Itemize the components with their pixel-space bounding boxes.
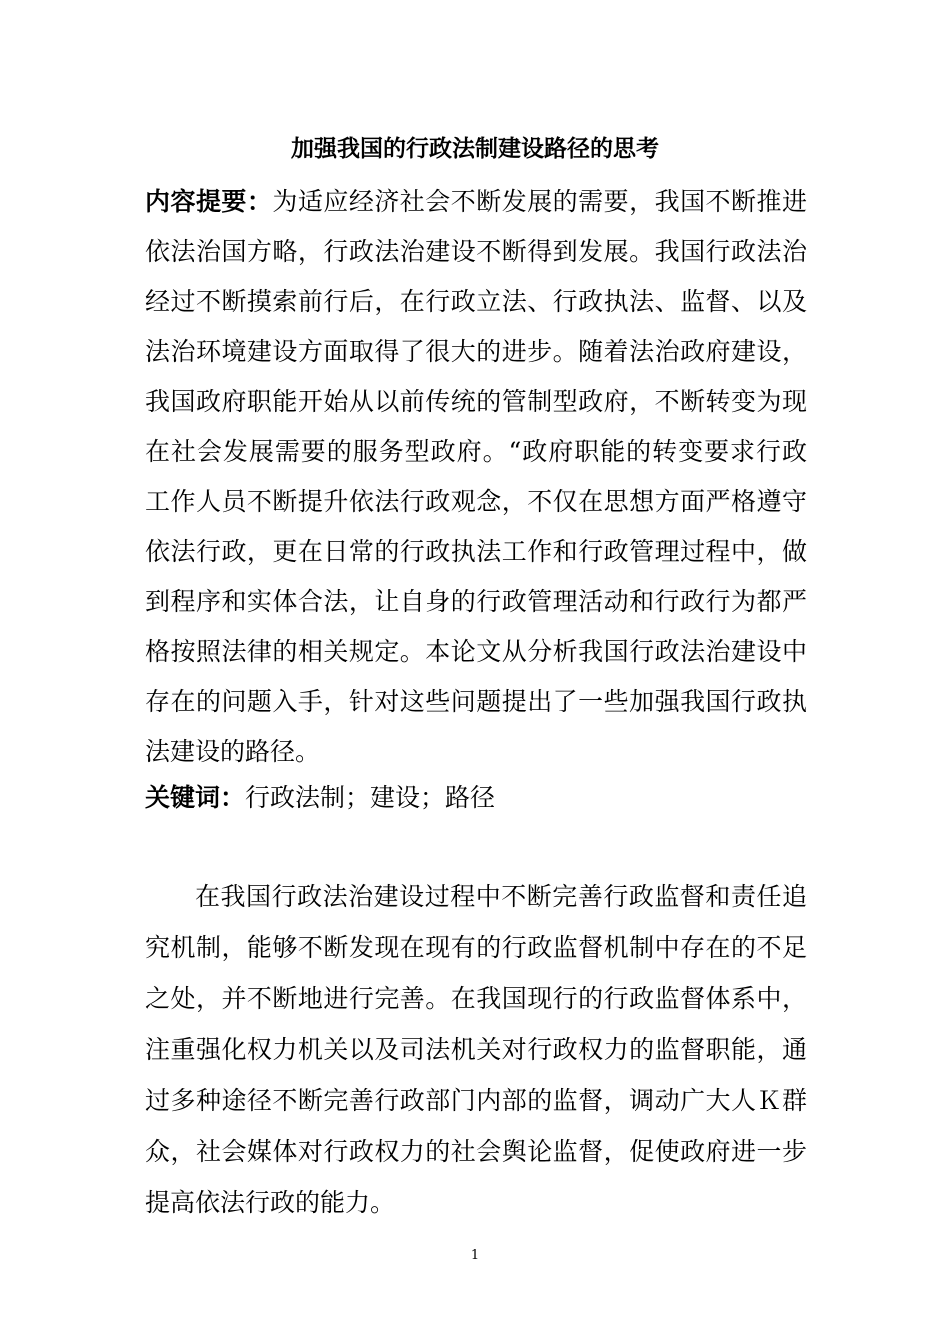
- abstract-text: 为适应经济社会不断发展的需要，我国不断推进依法治国方略，行政法治建设不断得到发展。我国行政法治经过不断摸索前行后，在行政立法、行政执法、监督、以及法治环境建设方面取得了很大的进步。随着法治政府建设，我国政府职能开始从以前传统的管制型政府，不断转变为现在社会发展需要的服务型政府。“政府职能的转变要求行政工作人员不断提升依法行政观念，不仅在思想方面严格遵守依法行政，更在日常的行政执法工作和行政管理过程中，做到程序和实体合法，让自身的行政管理活动和行政行为都严格按照法律的相关规定。本论文从分析我国行政法治建设中存在的问题入手，针对这些问题提出了一些加强我国行政执法建设的路径。: [145, 187, 807, 766]
- keywords-line: [145, 773, 807, 823]
- keywords-text: 行政法制；建设；路径: [245, 783, 496, 812]
- abstract-label: 内容提要：: [145, 187, 273, 216]
- keywords-label: 关键词：: [145, 783, 246, 812]
- body-paragraph: 在我国行政法治建设过程中不断完善行政监督和责任追究机制，能够不断发现在现有的行政监督机制中存在的不足之处，并不断地进行完善。在我国现行的行政监督体系中，注重强化权力机关以及司法机关对行政权力的监督职能，通过多种途径不断完善行政部门内部的监督，调动广大人Ｋ群众，社会媒体对行政权力的社会舆论监督，促使政府进一步提高依法行政的能力。: [145, 882, 807, 1217]
- page-number: 1: [470, 1248, 480, 1263]
- abstract-paragraph: [145, 177, 807, 777]
- document-title: 加强我国的行政法制建设路径的思考: [291, 136, 659, 162]
